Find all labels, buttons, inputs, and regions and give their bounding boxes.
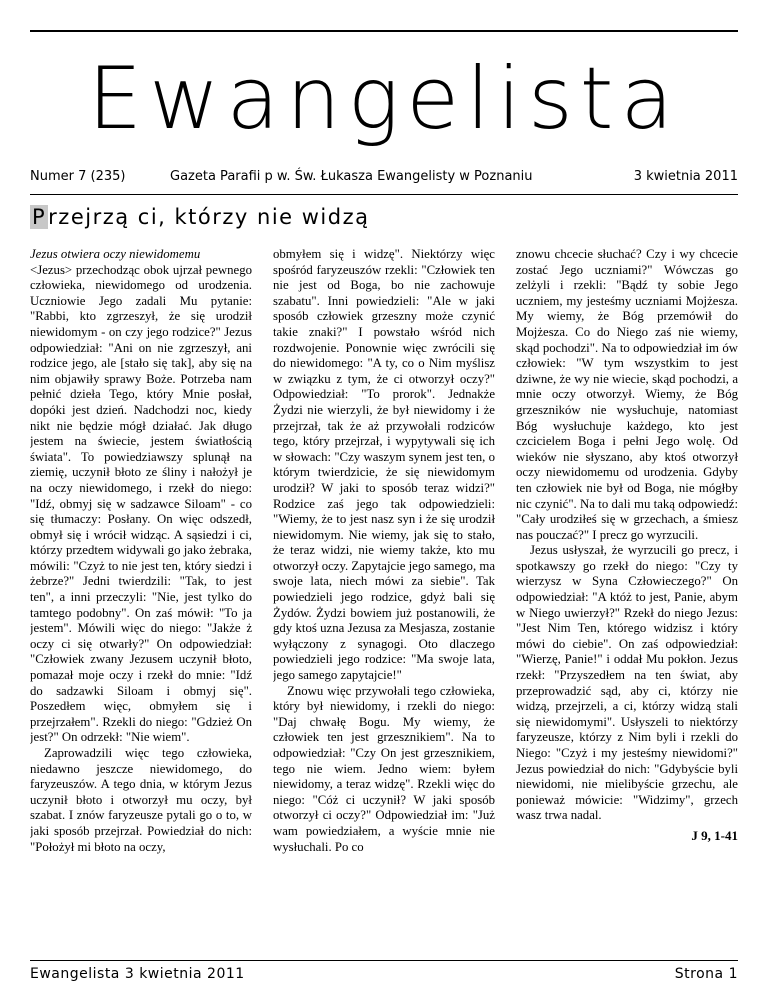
heading-initial: P <box>32 205 47 229</box>
text-column-1 <box>30 247 252 947</box>
text-column-3 <box>516 247 738 947</box>
scripture-reference: J 9, 1-41 <box>691 827 738 843</box>
text-column-2 <box>273 247 495 947</box>
heading-text: rzejrzą ci, którzy nie widzą <box>48 205 370 229</box>
paragraph: Zaprowadzili więc tego człowieka, niedawno jeszcze niewidomego, do faryzeuszów. A tego dnia, w którym Jezus uczynił błoto i otworzył mu oczy, był szabat. I znów faryzeusze pytali go o to, w jaki sposób przejrzał. Powiedział do nich: "Położył mi błoto na oczy, <box>30 746 252 854</box>
issue-date: 3 kwietnia 2011 <box>633 169 738 184</box>
paragraph: Jezus usłyszał, że wyrzucili go precz, i spotkawszy go rzekł do niego: "Czy ty wierzysz w Syna Człowieczego?" On odpowiedział: "A któż to jest, Panie, abym w Niego uwierzył?" Rzekł do niego Jezus: "Jest Nim Ten, którego widzisz i który mówi do ciebie". On zaś odpowiedział: "Wierzę, Panie!" i oddał Mu pokłon. Jezus rzekł: "Przyszedłem na ten świat, aby przeprowadzić sąd, aby ci, którzy nie widzą, przejrzeli, a ci, którzy widzą stali się niewidomymi". Usłyszeli to niektórzy faryzeusze, którzy z Nim byli i rzekli do Niego: "Czyż i my jesteśmy niewidomi?" Jezus powiedział do nich: "Gdybyście byli niewidomi, nie mielibyście grzechu, ale ponieważ mówicie: "Widzimy", grzech wasz trwa nadal. <box>516 543 738 823</box>
footer-title-date: Ewangelista 3 kwietnia 2011 <box>30 966 245 982</box>
article-lead: Jezus otwiera oczy niewidomemu <box>30 247 201 261</box>
article-heading <box>30 205 370 229</box>
header-rule <box>30 194 738 195</box>
page-footer <box>30 966 738 986</box>
paragraph: obmyłem się i widzę". Niektórzy więc spośród faryzeuszów rzekli: "Człowiek ten nie jest od Boga, bo nie zachowuje szabatu". Inni powiedzieli: "Ale w jaki sposób człowiek grzeszny może czynić takie znaki?" I powstało wśród nich rozdwojenie. Ponownie więc zwrócili się do niewidomego: "A ty, co o Nim myślisz w związku z tym, że ci otworzył oczy?" Odpowiedział: "To prorok". Jednakże Żydzi nie wierzyli, że był niewidomy i że przejrzał, tak że aż przywołali rodziców tego, który przejrzał, i wypytywali się ich w słowach: "Czy waszym synem jest ten, o którym twierdzicie, że się niewidomym urodził? W jaki to sposób teraz widzi?" Rodzice zaś jego tak odpowiedzieli: "Wiemy, że to jest nasz syn i że się urodził niewidomym. Nie wiemy, jak się to stało, że teraz widzi, nie wiemy także, kto mu otworzył oczy. Zapytajcie jego samego, ma swoje lata, niech mówi za siebie". Tak powiedzieli jego rodzice, gdyż bali się Żydów. Żydzi bowiem już postanowili, że gdy ktoś uzna Jezusa za Mesjasza, zostanie wyłączony z synagogi. Oto dlaczego powiedzieli jego rodzice: "Ma swoje lata, jego samego zapytajcie!" <box>273 247 495 683</box>
top-rule <box>30 30 738 32</box>
footer-rule <box>30 960 738 961</box>
paragraph: <Jezus> przechodząc obok ujrzał pewnego człowieka, niewidomego od urodzenia. Uczniowie Jego zadali Mu pytanie: "Rabbi, kto zgrzeszył, że się urodził niewidomym - on czy jego rodzice?" Jezus odpowiedział: "Ani on nie zgrzeszył, ani rodzice jego, ale [stało się tak], aby się na nim objawiły sprawy Boże. Potrzeba nam pełnić dzieła Tego, który Mnie posłał, dopóki jest dzień. Nadchodzi noc, kiedy nikt nie będzie mógł działać. Jak długo jestem na świecie, jestem światłością świata". To powiedziawszy splunął na ziemię, uczynił błoto ze śliny i nałożył je na oczy niewidomego, i rzekł do niego: "Idź, obmyj się w sadzawce Siloam" - co się tłumaczy: Posłany. On więc odszedł, obmył się i wrócił widząc. A sąsiedzi i ci, którzy przedtem widywali go jako żebraka, mówili: "Czyż to nie jest ten, który siedzi i żebrze?" Jedni twierdzili: "Tak, to jest ten", a inni przeczyli: "Nie, jest tylko do tamtego podobny". On zaś mówił: "To ja jestem". Mówili więc do niego: "Jakże ż oczy ci się otwarły?" On odpowiedział: "Człowiek zwany Jezusem uczynił błoto, pomazał moje oczy i rzekł do mnie: "Idź do sadzawki Siloam i obmyj się". Poszedłem więc, obmyłem się i przejrzałem". Rzekli do niego: "Gdzież On jest?" On odrzekł: "Nie wiem". <box>30 262 252 745</box>
issue-number: Numer 7 (235) <box>30 169 126 184</box>
paragraph: Znowu więc przywołali tego człowieka, który był niewidomy, i rzekli do niego: "Daj chwałę Bogu. My wiemy, że człowiek ten jest grzesznikiem". Na to odpowiedział: "Czy On jest grzesznikiem, tego nie wiem. Jedno wiem: byłem niewidomy, a teraz widzę". Rzekli więc do niego: "Cóż ci uczynił? W jaki sposób otworzył ci oczy?" Odpowiedział im: "Już wam powiedziałem, a wyście mnie nie wysłuchali. Po co <box>273 683 495 854</box>
paragraph: znowu chcecie słuchać? Czy i wy chcecie zostać Jego uczniami?" Wówczas go zelżyli i rzekli: "Bądź ty sobie Jego uczniem, my jesteśmy uczniami Mojżesza. My wiemy, że Bóg przemówił do Mojżesza. Co do Niego zaś nie wiemy, skąd pochodzi". Na to odpowiedział im ów człowiek: "W tym wszystkim to jest dziwne, że wy nie wiecie, skąd pochodzi, a mnie oczy otworzył. Wiemy, że Bóg grzeszników nie wysłuchuje, natomiast Bóg wysłuchuje każdego, kto jest czcicielem Boga i pełni Jego wolę. Od wieków nie słyszano, aby ktoś otworzył oczy niewidomemu od urodzenia. Gdyby ten człowiek nie był od Boga, nie mógłby nic czynić". Na to dali mu taką odpowiedź: "Cały urodziłeś się w grzechach, a śmiesz nas pouczać?" I precz go wyrzucili. <box>516 247 738 542</box>
masthead-title: Ewangelista <box>87 49 681 149</box>
masthead-info <box>30 169 738 187</box>
page-number: Strona 1 <box>674 966 738 982</box>
parish-name: Gazeta Parafii p w. Św. Łukasza Ewangelisty w Poznaniu <box>170 169 533 184</box>
